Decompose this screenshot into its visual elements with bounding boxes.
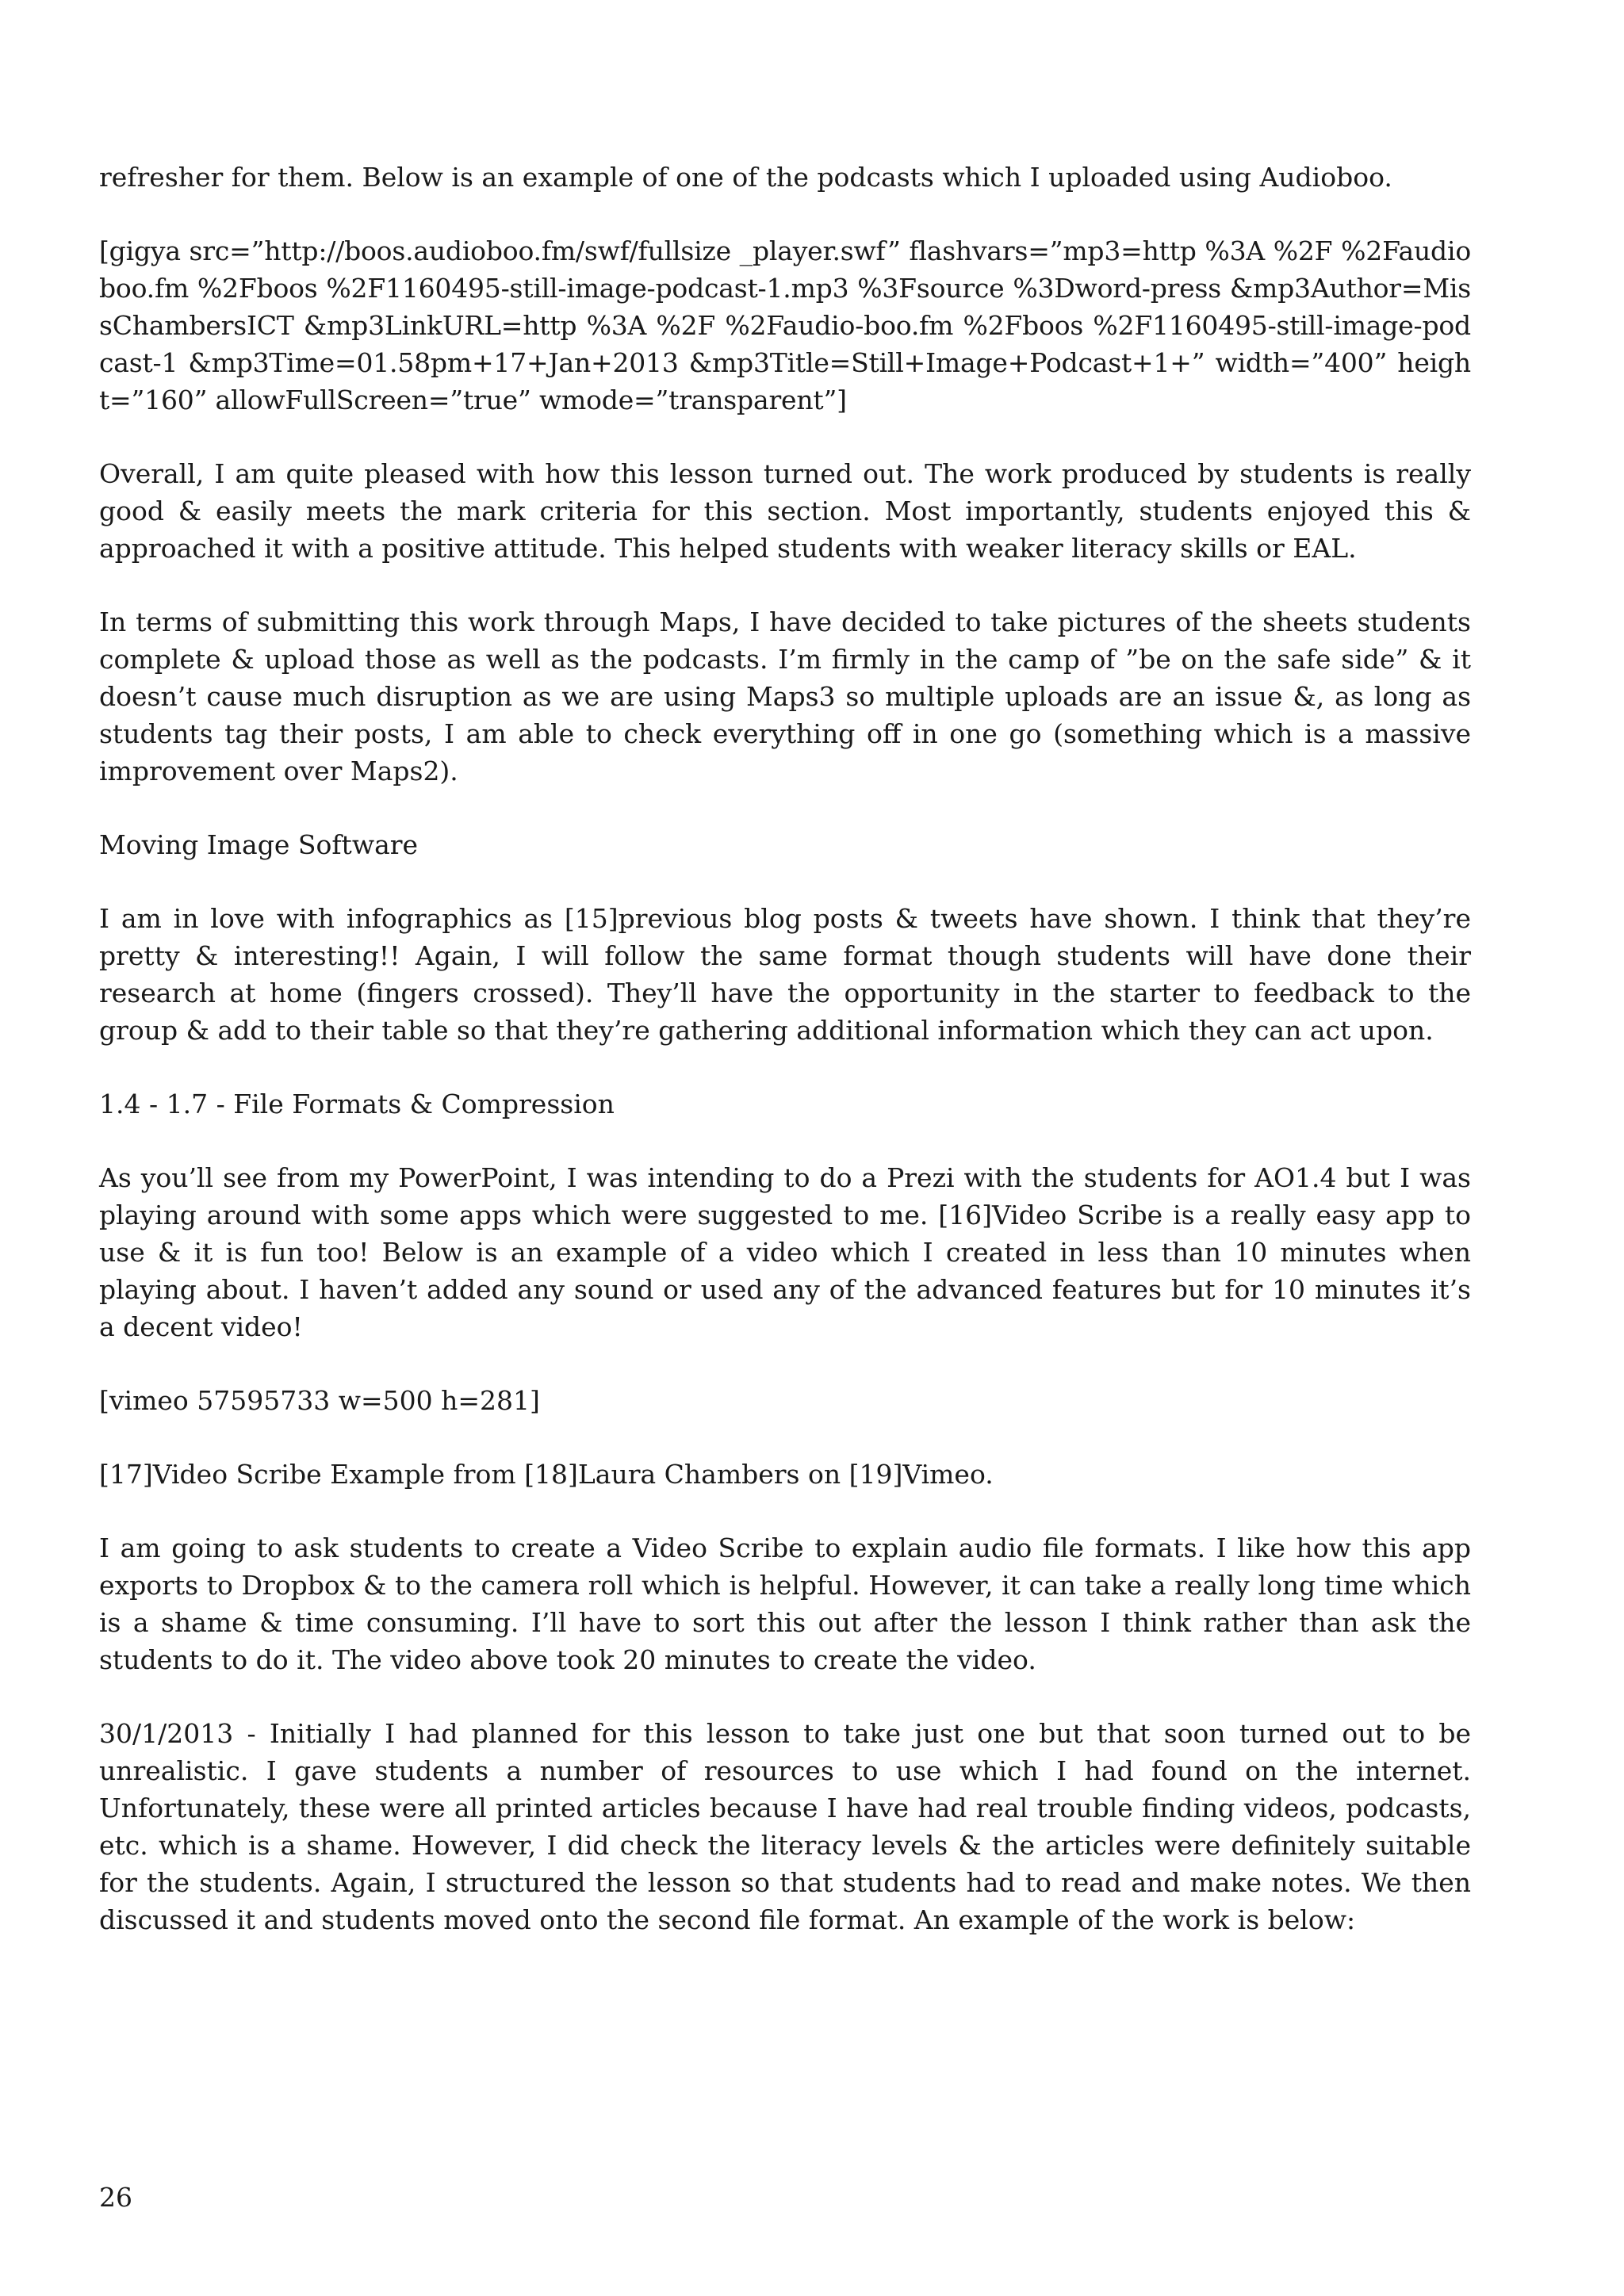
paragraph-video-scribe: As you’ll see from my PowerPoint, I was intending to do a Prezi with the students for AO1.4 but I was playing around with some apps which were suggested to me. [16]Video Scribe is a really easy app to use & it is fun too! Below is an example of a video which I created in less than 10 minutes when playing about. I haven’t added any sound or used any of the advanced features but for 10 minutes it’s a decent video!: [99, 1162, 1471, 1342]
paragraph-submitting: In terms of submitting this work through Maps, I have decided to take pictures of the sheets students complete & upload those as well as the podcasts. I’m firmly in the camp of ”be on the safe side” & it doesn’t cause much disruption as we are using Maps3 so multiple uploads are an issue &, as long as students tag their posts, I am able to check everything off in one go (something which is a massive improvement over Maps2).: [99, 607, 1471, 786]
page-number: 26: [99, 2182, 132, 2213]
paragraph-infographics: I am in love with infographics as [15]previous blog posts & tweets have shown. I think that they’re pretty & interesting!! Again, I will follow the same format though students will have done their research at home (fingers crossed). They’ll have the opportunity in the starter to feedback to the group & add to their table so that they’re gathering additional information which they can act upon.: [99, 903, 1471, 1046]
section-heading-moving-image: Moving Image Software: [99, 829, 419, 860]
paragraph-audio-formats: I am going to ask students to create a Video Scribe to explain audio file formats. I like how this app exports to Dropbox & to the camera roll which is helpful. However, it can take a really long time which is a shame & time consuming. I’ll have to sort this out after the lesson I think rather than ask the students to do it. The video above took 20 minutes to create the video.: [99, 1533, 1471, 1675]
section-heading-file-formats: 1.4 - 1.7 - File Formats & Compression: [99, 1089, 615, 1119]
paragraph-overall: Overall, I am quite pleased with how this lesson turned out. The work produced by students is really good & easily meets the mark criteria for this section. Most importantly, students enjoyed this & approached it with a positive attitude. This helped students with weaker literacy skills or EAL.: [99, 458, 1471, 564]
video-caption: [17]Video Scribe Example from [18]Laura Chambers on [19]Vimeo.: [99, 1459, 994, 1490]
vimeo-shortcode: [vimeo 57595733 w=500 h=281]: [99, 1385, 540, 1416]
gigya-shortcode: [gigya src=”http://boos.audioboo.fm/swf/fullsize _player.swf” flashvars=”mp3=http %3A %2F %2Faudioboo.fm %2Fboos %2F1160495-still-image-podcast-1.mp3 %3Fsource %3Dword-press &mp3Author=MissChambersICT &mp3LinkURL=http %3A %2F %2Faudio-boo.fm %2Fboos %2F1160495-still-image-podcast-1 &mp3Time=01.58pm+17+Jan+2013 &mp3Title=Still+Image+Podcast+1+” width=”400” height=”160” allowFullScreen=”true” wmode=”transparent”]: [99, 235, 1471, 415]
paragraph-intro: refresher for them. Below is an example of one of the podcasts which I uploaded using Audioboo.: [99, 162, 1392, 193]
document-body: [99, 159, 1471, 1975]
paragraph-dated-entry: 30/1/2013 - Initially I had planned for this lesson to take just one but that soon turned out to be unrealistic. I gave students a number of resources to use which I had found on the internet. Unfortunately, these were all printed articles because I have had real trouble finding videos, podcasts, etc. which is a shame. However, I did check the literacy levels & the articles were definitely suitable for the students. Again, I structured the lesson so that students had to read and make notes. We then discussed it and students moved onto the second file format. An example of the work is below:: [99, 1718, 1471, 1935]
